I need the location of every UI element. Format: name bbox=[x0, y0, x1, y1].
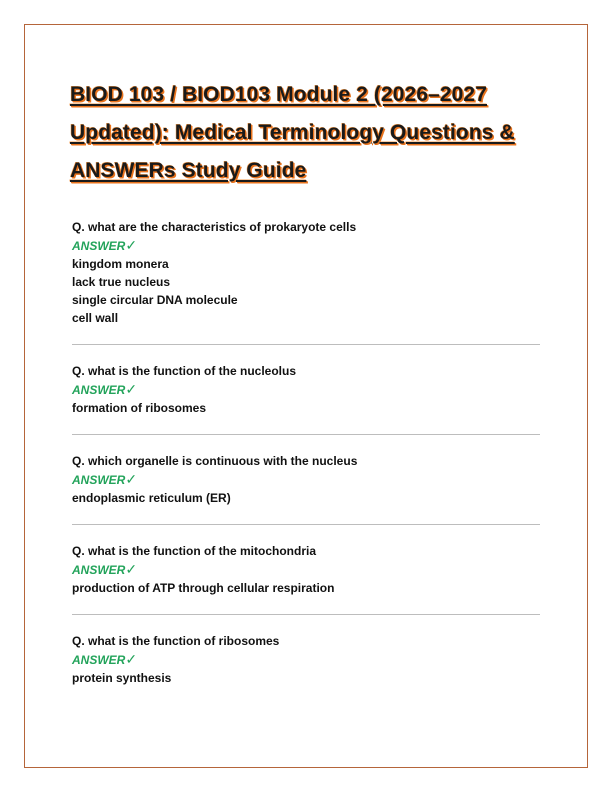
checkmark-icon: ✓ bbox=[125, 651, 138, 667]
document-title: BIOD 103 / BIOD103 Module 2 (2026–2027 Updated): Medical Terminology Questions & ANSWERs Study Guide bbox=[70, 83, 515, 182]
answer-text: endoplasmic reticulum (ER) bbox=[72, 491, 231, 505]
answer-label: ANSWER✓ bbox=[72, 237, 138, 253]
checkmark-icon: ✓ bbox=[125, 471, 138, 487]
checkmark-icon: ✓ bbox=[125, 381, 138, 397]
question-text: Q. what are the characteristics of prokaryote cells bbox=[72, 220, 357, 234]
divider bbox=[72, 524, 540, 525]
question-text: Q. what is the function of ribosomes bbox=[72, 634, 280, 648]
answer-text: single circular DNA molecule bbox=[72, 293, 238, 307]
divider bbox=[72, 614, 540, 615]
answer-text: production of ATP through cellular respiration bbox=[72, 581, 335, 595]
qa-list bbox=[72, 218, 540, 687]
question-text: Q. what is the function of the nucleolus bbox=[72, 364, 297, 378]
answer-label: ANSWER✓ bbox=[72, 381, 138, 397]
answer-text: kingdom monera bbox=[72, 257, 169, 271]
qa-item bbox=[72, 362, 540, 417]
qa-item bbox=[72, 632, 540, 687]
question-text: Q. what is the function of the mitochondria bbox=[72, 544, 316, 558]
checkmark-icon: ✓ bbox=[125, 237, 138, 253]
answer-text: protein synthesis bbox=[72, 671, 172, 685]
checkmark-icon: ✓ bbox=[125, 561, 138, 577]
answer-label: ANSWER✓ bbox=[72, 651, 138, 667]
question-text: Q. which organelle is continuous with the nucleus bbox=[72, 454, 358, 468]
divider bbox=[72, 434, 540, 435]
divider bbox=[72, 344, 540, 345]
answer-label: ANSWER✓ bbox=[72, 561, 138, 577]
qa-item bbox=[72, 218, 540, 327]
answer-text: cell wall bbox=[72, 311, 119, 325]
qa-item bbox=[72, 542, 540, 597]
answer-label: ANSWER✓ bbox=[72, 471, 138, 487]
answer-text: formation of ribosomes bbox=[72, 401, 207, 415]
qa-item bbox=[72, 452, 540, 507]
answer-text: lack true nucleus bbox=[72, 275, 171, 289]
